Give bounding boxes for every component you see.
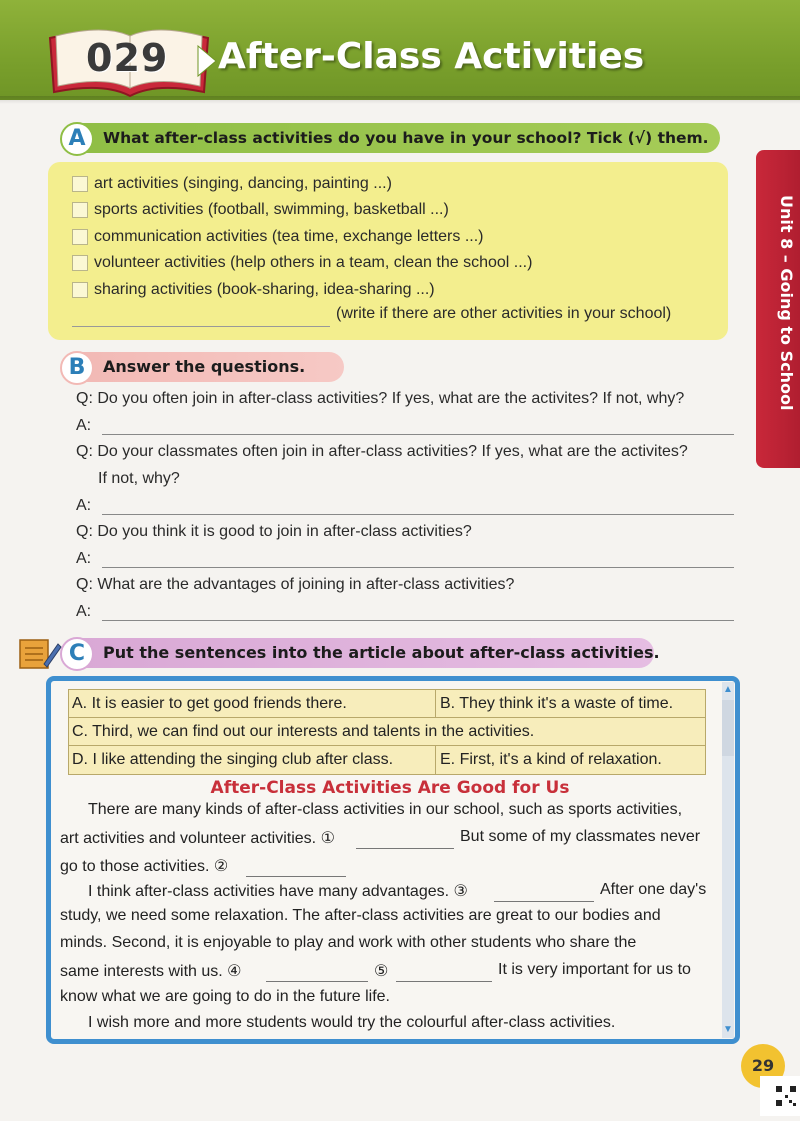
qr-code-icon <box>760 1076 800 1116</box>
option-c: C. Third, we can find out our interests and talents in the activities. <box>72 723 535 740</box>
article-line: same interests with us. ④ <box>60 963 242 980</box>
section-a-instruction: What after-class activities do you have in your school? Tick (√) them. <box>103 129 709 147</box>
notepad-pencil-icon <box>18 636 62 672</box>
checkbox[interactable] <box>72 229 88 245</box>
question-4: Q: What are the advantages of joining in after-class activities? <box>76 576 515 593</box>
lesson-number: 029 <box>86 36 169 80</box>
article-line: After one day's <box>600 881 707 898</box>
checkbox[interactable] <box>72 176 88 192</box>
option-row[interactable] <box>72 251 712 275</box>
article-line: ⑤ <box>374 963 389 980</box>
answer-label: A: <box>76 417 92 434</box>
article-line: art activities and volunteer activities. ① <box>60 830 335 847</box>
article-line: know what we are going to do in the future life. <box>60 988 390 1005</box>
answer-label: A: <box>76 550 92 567</box>
page-title: After-Class Activities <box>218 36 645 77</box>
section-b-instruction: Answer the questions. <box>103 357 306 376</box>
option-label: sports activities (football, swimming, basketball ...) <box>94 201 449 218</box>
scrollbar-thumb[interactable] <box>722 700 734 756</box>
blank-1[interactable] <box>356 848 454 849</box>
option-row[interactable] <box>72 225 712 249</box>
answer-1-line[interactable] <box>102 434 734 435</box>
option-b: B. They think it's a waste of time. <box>440 695 674 712</box>
section-c-instruction: Put the sentences into the article about after-class activities. <box>103 643 660 662</box>
answer-4-line[interactable] <box>102 620 734 621</box>
option-row[interactable] <box>72 278 712 302</box>
other-activity-input-line[interactable] <box>72 326 330 327</box>
question-3: Q: Do you think it is good to join in after-class activities? <box>76 523 472 540</box>
blank-5[interactable] <box>396 981 492 982</box>
checkbox[interactable] <box>72 282 88 298</box>
article-line: minds. Second, it is enjoyable to play and work with other students who share the <box>60 934 637 951</box>
answer-label: A: <box>76 603 92 620</box>
scroll-up-arrow-icon[interactable]: ▲ <box>723 684 733 695</box>
answer-label: A: <box>76 497 92 514</box>
answer-2-line[interactable] <box>102 514 734 515</box>
article-line: It is very important for us to <box>498 961 691 978</box>
option-label: communication activities (tea time, exchange letters ...) <box>94 228 484 245</box>
article-title: After-Class Activities Are Good for Us <box>210 778 570 798</box>
chevron-right-icon <box>196 44 218 78</box>
article-line: But some of my classmates never <box>460 828 701 845</box>
option-a: A. It is easier to get good friends there. <box>72 695 347 712</box>
checkbox[interactable] <box>72 255 88 271</box>
checkbox[interactable] <box>72 202 88 218</box>
option-row[interactable] <box>72 172 712 196</box>
question-1: Q: Do you often join in after-class activities? If yes, what are the activites? If not, why? <box>76 390 685 407</box>
question-2-continued: If not, why? <box>98 470 180 487</box>
article-line: study, we need some relaxation. The after-class activities are great to our bodies and <box>60 907 661 924</box>
answer-3-line[interactable] <box>102 567 734 568</box>
section-c-badge: C <box>60 637 94 671</box>
section-b-badge: B <box>60 351 94 385</box>
other-activity-note: (write if there are other activities in your school) <box>336 305 672 322</box>
article-line: I wish more and more students would try the colourful after-class activities. <box>88 1014 616 1031</box>
article-line: go to those activities. ② <box>60 858 229 875</box>
option-label: art activities (singing, dancing, painting ...) <box>94 175 392 192</box>
article-line: I think after-class activities have many advantages. ③ <box>88 883 468 900</box>
scroll-down-arrow-icon[interactable]: ▼ <box>723 1024 733 1035</box>
option-d: D. I like attending the singing club after class. <box>72 751 394 768</box>
blank-4[interactable] <box>266 981 368 982</box>
option-row[interactable] <box>72 198 712 222</box>
question-2: Q: Do your classmates often join in after-class activities? If yes, what are the activites? <box>76 443 688 460</box>
blank-2[interactable] <box>246 876 346 877</box>
blank-3[interactable] <box>494 901 594 902</box>
option-e: E. First, it's a kind of relaxation. <box>440 751 662 768</box>
option-label: volunteer activities (help others in a team, clean the school ...) <box>94 254 533 271</box>
article-line: There are many kinds of after-class activities in our school, such as sports activities, <box>88 801 683 818</box>
section-a-badge: A <box>60 122 94 156</box>
unit-side-tab-label: Unit 8 – Going to School <box>777 195 796 411</box>
page-number: 29 <box>741 1044 785 1088</box>
option-label: sharing activities (book-sharing, idea-sharing ...) <box>94 281 435 298</box>
